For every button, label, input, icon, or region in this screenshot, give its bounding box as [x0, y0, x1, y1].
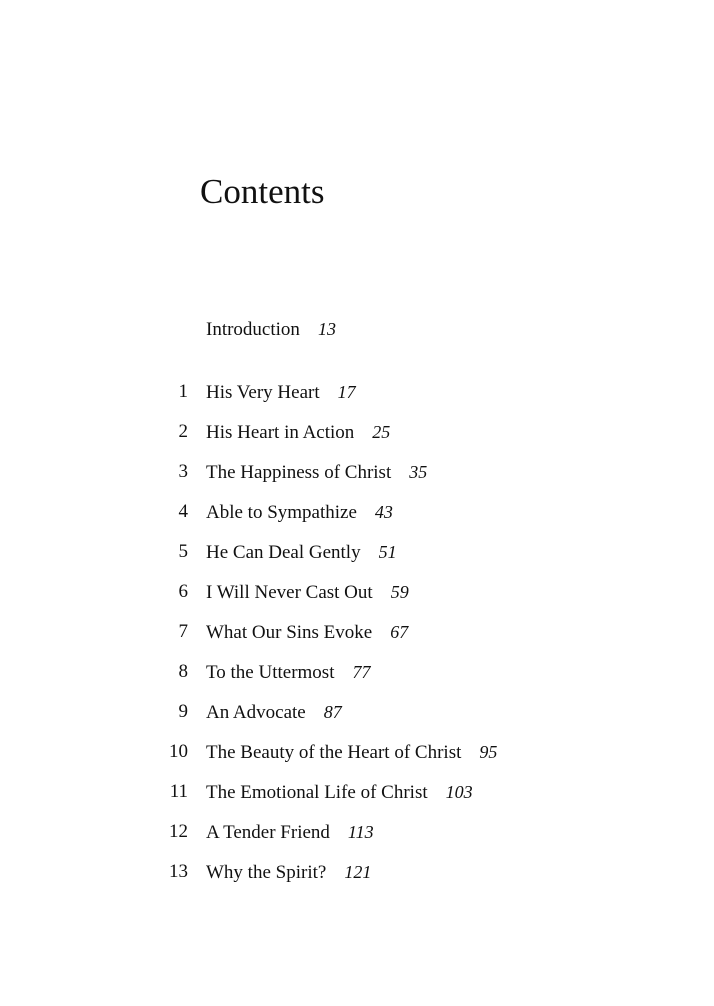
chapter-number: 8: [178, 661, 188, 682]
entry-title: The Beauty of the Heart of Christ: [206, 742, 462, 763]
chapter-number: 12: [169, 821, 188, 842]
toc-entry[interactable]: [0, 419, 714, 459]
entry-title: The Emotional Life of Christ: [206, 782, 428, 803]
toc-entry[interactable]: [0, 779, 714, 819]
toc-entry[interactable]: [0, 459, 714, 499]
entry-page-number: 87: [323, 702, 342, 722]
chapter-number: 5: [178, 541, 188, 562]
entry-title: I Will Never Cast Out: [206, 582, 373, 603]
entry-page-number: 59: [390, 582, 409, 602]
chapter-list: [0, 379, 714, 899]
entry-page-number: 67: [390, 622, 409, 642]
entry-title: Why the Spirit?: [206, 862, 327, 883]
chapter-number: 9: [178, 701, 188, 722]
entry-page-number: 13: [317, 319, 336, 339]
toc-entry[interactable]: [0, 859, 714, 899]
entry-title: Able to Sympathize: [206, 502, 357, 523]
entry-page-number: 43: [374, 502, 393, 522]
page-title: Contents: [200, 172, 325, 211]
toc-entry[interactable]: [0, 819, 714, 859]
toc-entry[interactable]: [0, 739, 714, 779]
toc-entry[interactable]: [0, 539, 714, 579]
chapter-number: 4: [178, 501, 188, 522]
chapter-number: 7: [178, 621, 188, 642]
toc-entry[interactable]: [0, 659, 714, 699]
entry-page-number: 113: [347, 822, 374, 842]
entry-title: His Heart in Action: [206, 422, 355, 443]
chapter-number: 11: [169, 781, 188, 802]
entry-title: An Advocate: [206, 702, 306, 723]
entry-page-number: 35: [409, 462, 428, 482]
toc-entry[interactable]: [0, 699, 714, 739]
toc-entry[interactable]: [0, 499, 714, 539]
chapter-number: 13: [169, 861, 188, 882]
entry-page-number: 95: [479, 742, 498, 762]
entry-title: Introduction: [206, 319, 300, 340]
chapter-number: 1: [178, 381, 188, 402]
entry-page-number: 25: [372, 422, 391, 442]
toc-entry[interactable]: [0, 619, 714, 659]
entry-title: A Tender Friend: [206, 822, 330, 843]
entry-title: His Very Heart: [206, 382, 320, 403]
entry-title: What Our Sins Evoke: [206, 622, 373, 643]
chapter-number: 2: [178, 421, 188, 442]
toc-entry[interactable]: [0, 379, 714, 419]
entry-title: He Can Deal Gently: [206, 542, 361, 563]
entry-page-number: 121: [344, 862, 372, 882]
toc-entry[interactable]: [0, 579, 714, 619]
toc-entry-introduction[interactable]: [206, 316, 336, 343]
chapter-number: 6: [178, 581, 188, 602]
chapter-number: 3: [178, 461, 188, 482]
entry-page-number: 51: [378, 542, 397, 562]
entry-page-number: 17: [337, 382, 356, 402]
chapter-number: 10: [169, 741, 188, 762]
entry-page-number: 77: [352, 662, 371, 682]
entry-page-number: 103: [445, 782, 473, 802]
entry-title: The Happiness of Christ: [206, 462, 392, 483]
entry-title: To the Uttermost: [206, 662, 335, 683]
